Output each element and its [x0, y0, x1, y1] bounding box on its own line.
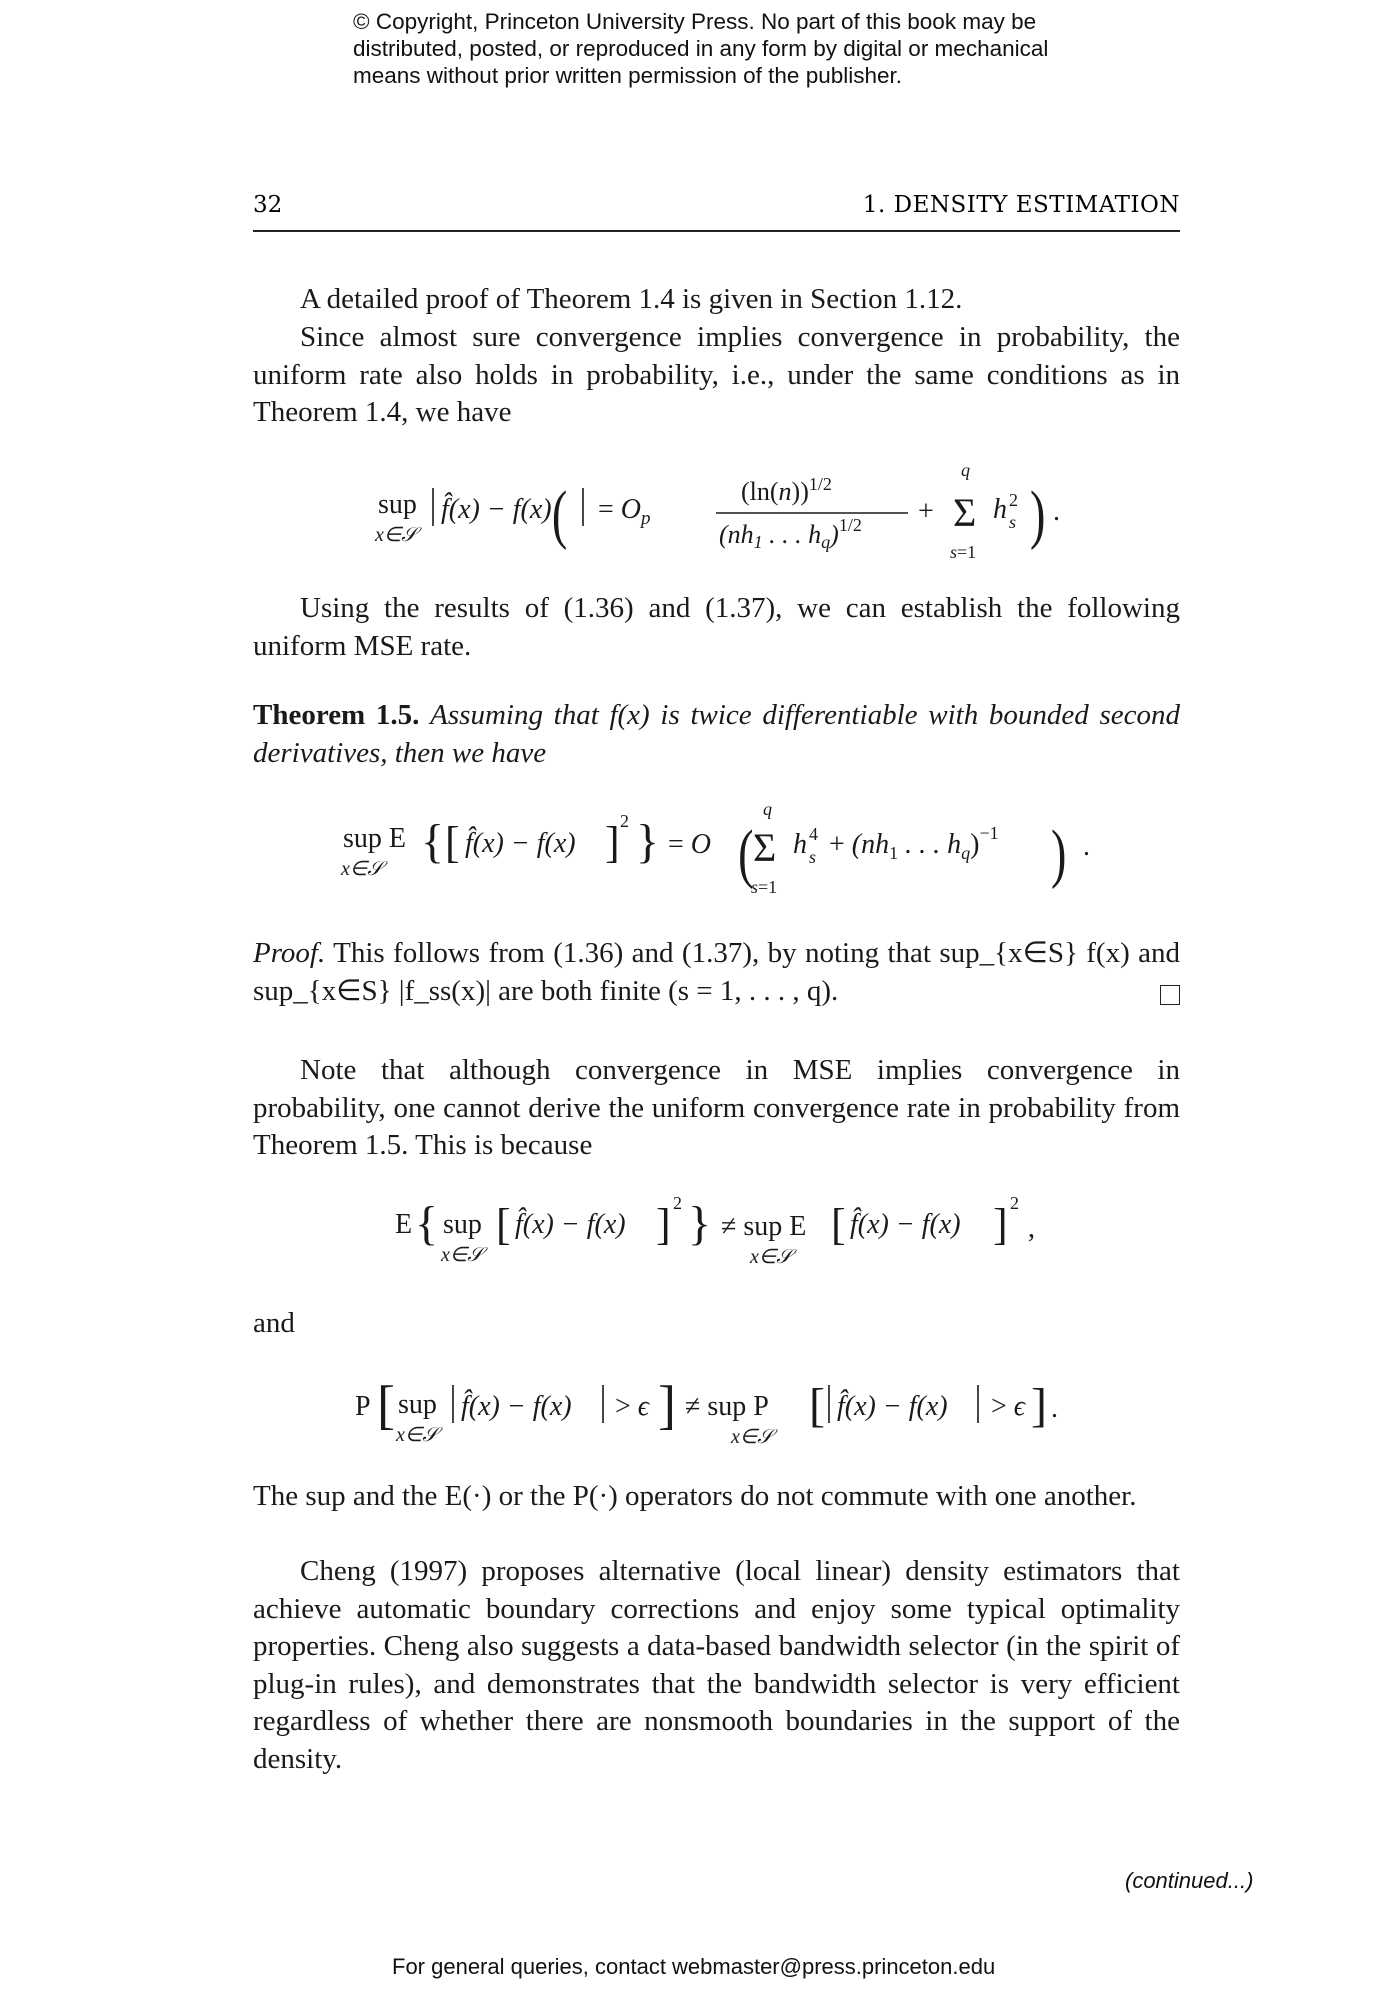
svg-text:f̂(x) − f(x): f̂(x) − f(x): [461, 1391, 572, 1422]
svg-text:≠ sup P: ≠ sup P: [685, 1391, 769, 1422]
svg-text:]: ]: [658, 1375, 676, 1435]
svg-text:sup E: sup E: [343, 823, 406, 854]
svg-text:f̂(x) − f(x): f̂(x) − f(x): [837, 1391, 948, 1422]
theorem-text: Assuming that f(x) is twice differentiable with bounded second derivatives, then we have: [253, 699, 1181, 769]
svg-text:s: s: [809, 847, 817, 867]
svg-text:[: [: [445, 818, 460, 867]
svg-text:2: 2: [673, 1193, 682, 1213]
svg-text:h: h: [993, 494, 1007, 525]
svg-text:s=1: s=1: [751, 877, 778, 897]
svg-text:+ (nh1 . . . hq)−1: + ($nh_1$ . . . $h_q)^{-1}$: [829, 823, 999, 863]
svg-text:): ): [1051, 817, 1067, 891]
svg-text:E: E: [395, 1209, 413, 1240]
svg-text:q: q: [763, 799, 772, 819]
svg-text:sup: sup: [378, 489, 417, 520]
svg-text:[: [: [831, 1200, 846, 1249]
and-connector: and: [253, 1307, 295, 1339]
svg-text:x∈𝒮: x∈𝒮: [341, 858, 383, 880]
paragraph-cheng: Cheng (1997) proposes alternative (local linear) density estimators that achieve automatic boundary corrections and enjoy some typical optimality properties. Cheng also suggests a data-based bandwidth selector (in the spirit of plug-in rules), and demonstrates that the bandwidth selector is very efficient regardless of whether there are nonsmooth boundaries in the support of the density.: [253, 1555, 1180, 1775]
svg-text:x∈𝒮: x∈𝒮: [375, 524, 417, 546]
svg-text:4: 4: [809, 824, 818, 844]
svg-text:,: ,: [1028, 1213, 1035, 1244]
qed-symbol: [1160, 985, 1180, 1005]
svg-text:[: [: [809, 1379, 825, 1432]
equation-uniform-mse: [253, 795, 1180, 905]
svg-text:]: ]: [993, 1200, 1008, 1249]
svg-text:f̂(x) − f(x): f̂(x) − f(x): [515, 1209, 626, 1240]
svg-text:(: (: [551, 478, 568, 552]
svg-text:): ): [1030, 478, 1046, 552]
equation-uniform-rate: [253, 458, 1180, 568]
svg-text:> ϵ: > ϵ: [615, 1391, 650, 1422]
svg-text:]: ]: [1031, 1379, 1047, 1432]
svg-text:.: .: [1053, 496, 1060, 527]
proof-paragraph: [253, 935, 1180, 1010]
svg-text:P: P: [355, 1391, 371, 1422]
svg-text:s=1: s=1: [950, 542, 977, 562]
svg-text:+: +: [918, 496, 934, 527]
svg-text:s: s: [1009, 512, 1017, 532]
theorem-label: Theorem 1.5.: [253, 699, 420, 731]
svg-text:≠ sup E: ≠ sup E: [721, 1211, 807, 1242]
svg-text:x∈𝒮: x∈𝒮: [441, 1244, 483, 1266]
svg-text:h: h: [793, 829, 807, 860]
footer-contact: For general queries, contact webmaster@press.princeton.edu: [392, 1954, 996, 1979]
paragraph-note: Note that although convergence in MSE implies convergence in probability, one cannot derive the uniform convergence rate in probability from Theorem 1.5. This is because: [253, 1054, 1180, 1161]
svg-text:2: 2: [1009, 490, 1018, 510]
running-header: [253, 192, 1180, 232]
svg-text:{: {: [421, 815, 445, 868]
svg-text:[: [: [496, 1200, 511, 1249]
proof-label: Proof.: [253, 937, 326, 969]
page-number: 32: [253, 192, 283, 218]
equation-expectation-sup: [253, 1175, 1180, 1285]
svg-text:f̂(x) − f(x): f̂(x) − f(x): [850, 1209, 961, 1240]
equation-probability-sup: [253, 1355, 1180, 1465]
svg-text:2: 2: [620, 811, 629, 831]
proof-text: This follows from (1.36) and (1.37), by noting that sup_{x∈S} f(x) and sup_{x∈S} |f_ss(x)| are both finite (s = 1, . . . , q).: [253, 937, 1181, 1007]
svg-text:> ϵ: > ϵ: [991, 1391, 1026, 1422]
svg-text:.: .: [1083, 831, 1090, 862]
theorem-1-5: [253, 697, 1180, 772]
copyright-notice: © Copyright, Princeton University Press. No part of this book may be distributed, posted, or reproduced in any form by digital or mechanical means without prior written permission of the publisher.: [353, 9, 1049, 88]
paragraph-using-results: Using the results of (1.36) and (1.37), we can establish the following uniform MSE rate.: [253, 592, 1180, 662]
paragraph-commute: The sup and the E(·) or the P(·) operators do not commute with one another.: [253, 1480, 1137, 1512]
svg-text:x∈𝒮: x∈𝒮: [750, 1246, 792, 1268]
svg-text:}: }: [636, 815, 660, 868]
svg-text:sup: sup: [398, 1389, 437, 1420]
svg-text:f̂(x) − f(x): f̂(x) − f(x): [465, 828, 576, 859]
svg-text:(: (: [738, 817, 754, 891]
svg-text:]: ]: [656, 1200, 671, 1249]
svg-text:= O: = O: [668, 829, 712, 860]
svg-text:= Op: = $O_p$: [598, 494, 651, 529]
svg-text:(nh1 . . . hq)1/2: (nh1 . . . hq)$^{1/2}$: [719, 515, 862, 552]
svg-text:f̂(x) − f(x): f̂(x) − f(x): [441, 494, 552, 525]
paragraph-proof-reference: A detailed proof of Theorem 1.4 is given in Section 1.12.: [300, 283, 963, 315]
svg-text:[: [: [377, 1375, 395, 1435]
svg-text:(ln(n))1/2: $(\ln(n))^{1/2}$: [741, 474, 832, 506]
svg-text:}: }: [688, 1197, 712, 1250]
svg-text:x∈𝒮: x∈𝒮: [731, 1426, 773, 1448]
svg-text:{: {: [415, 1197, 439, 1250]
svg-text:x∈𝒮: x∈𝒮: [396, 1424, 438, 1446]
svg-text:Σ: Σ: [753, 825, 777, 870]
svg-text:]: ]: [605, 818, 620, 867]
svg-text:.: .: [1051, 1393, 1058, 1424]
chapter-title: 1. DENSITY ESTIMATION: [862, 192, 1180, 218]
continued-note: (continued...): [1125, 1868, 1254, 1893]
svg-text:Σ: Σ: [953, 490, 977, 535]
svg-text:q: q: [961, 460, 970, 480]
svg-text:sup: sup: [443, 1209, 482, 1240]
svg-text:2: 2: [1010, 1193, 1019, 1213]
paragraph-convergence: Since almost sure convergence implies convergence in probability, the uniform rate also holds in probability, i.e., under the same conditions as in Theorem 1.4, we have: [253, 321, 1180, 428]
